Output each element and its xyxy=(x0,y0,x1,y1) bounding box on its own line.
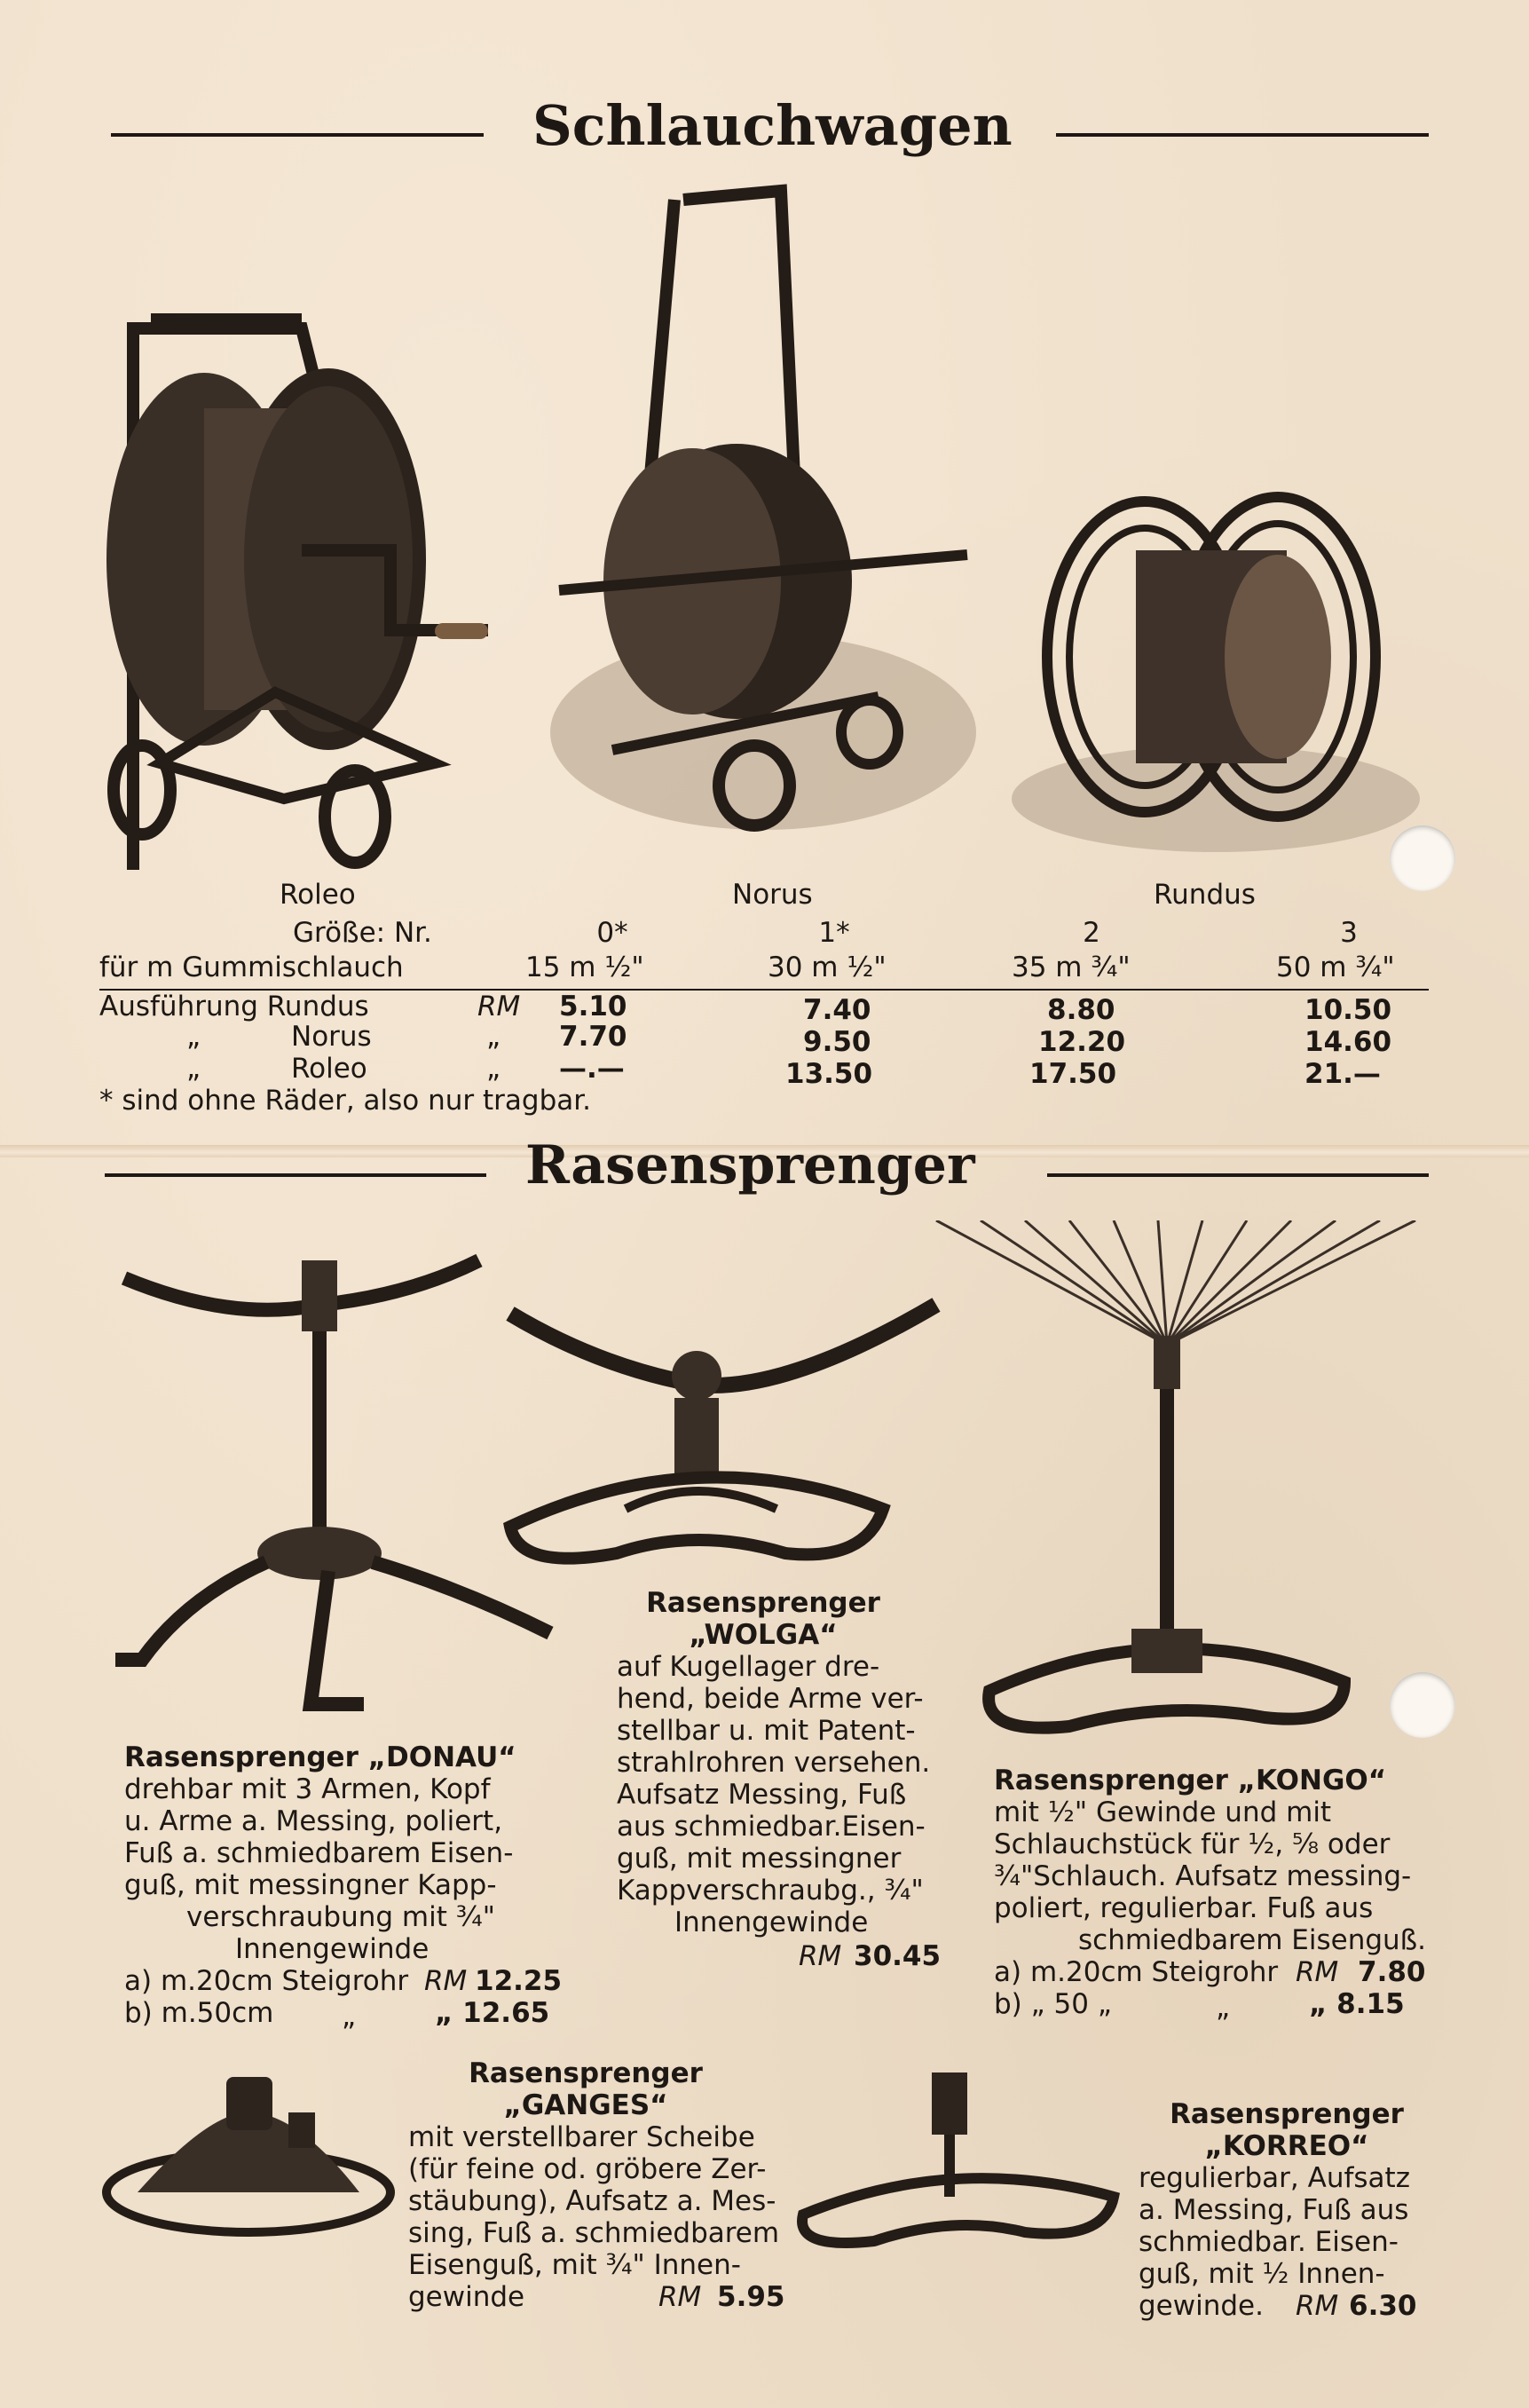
reel-name-rundus: Rundus xyxy=(1154,879,1256,911)
korreo-line-2: a. Messing, Fuß aus xyxy=(1139,2194,1409,2226)
korreo-line-1: regulierbar, Aufsatz xyxy=(1139,2162,1410,2194)
donau-line-5: verschraubung mit ¾" xyxy=(186,1901,496,1933)
length-3: 50 m ¾" xyxy=(1276,951,1395,983)
hose-label: für m Gummischlauch xyxy=(99,951,404,983)
price-roleo-1: 13.50 xyxy=(785,1058,873,1090)
kongo-line-1: mit ½" Gewinde und mit xyxy=(994,1796,1332,1828)
rundus-reel-image xyxy=(1012,479,1420,852)
donau-variant-a-label: a) m.20cm Steigrohr xyxy=(124,1965,409,1997)
heading-rule-right xyxy=(1056,133,1429,137)
kongo-variant-a-price: 7.80 xyxy=(1358,1956,1426,1988)
price-norus-2: 12.20 xyxy=(1038,1026,1126,1058)
donau-line-2: u. Arme a. Messing, poliert, xyxy=(124,1805,503,1837)
donau-variant-a-price: 12.25 xyxy=(475,1965,563,1997)
price-rundus-1: 7.40 xyxy=(803,994,871,1026)
donau-variant-b-price: „ 12.65 xyxy=(435,1997,550,2029)
table-footnote: * sind ohne Räder, also nur tragbar. xyxy=(99,1085,592,1117)
wolga-title: Rasensprenger xyxy=(646,1587,880,1619)
heading-rule-left xyxy=(111,133,484,137)
price-norus-1: 9.50 xyxy=(803,1026,871,1058)
kongo-variant-b-label: b) „ 50 „ xyxy=(994,1988,1112,2020)
ganges-title: Rasensprenger xyxy=(469,2057,703,2089)
price-roleo-0: —.— xyxy=(559,1053,625,1085)
kongo-line-2: Schlauchstück für ½, ⅝ oder xyxy=(994,1828,1391,1860)
price-roleo-2: 17.50 xyxy=(1029,1058,1117,1090)
korreo-line-3: schmiedbar. Eisen- xyxy=(1139,2226,1399,2258)
reel-name-norus: Norus xyxy=(732,879,813,911)
size-0: 0* xyxy=(596,917,628,949)
donau-line-6: Innengewinde xyxy=(235,1933,430,1965)
row-label-rundus: Ausführung Rundus xyxy=(99,991,369,1022)
wolga-line-3: stellbar u. mit Patent- xyxy=(617,1715,916,1747)
kongo-variant-a-label: a) m.20cm Steigrohr xyxy=(994,1956,1279,1988)
korreo-sprinkler-image xyxy=(785,2064,1131,2259)
wolga-line-6: aus schmiedbar.Eisen- xyxy=(617,1811,926,1843)
ganges-name: „GANGES“ xyxy=(503,2089,668,2121)
row-ditto-norus: „ xyxy=(186,1021,201,1053)
section-heading-hose-reels: Schlauchwagen xyxy=(532,93,1013,158)
kongo-variant-b-price: „ 8.15 xyxy=(1309,1988,1405,2020)
ganges-line-5: Eisenguß, mit ¾" Innen- xyxy=(408,2249,741,2281)
price-norus-0: 7.70 xyxy=(559,1021,627,1053)
row-prefix-roleo: „ xyxy=(486,1053,501,1085)
roleo-reel-image xyxy=(98,302,506,870)
price-norus-3: 14.60 xyxy=(1304,1026,1392,1058)
korreo-line-4: guß, mit ½ Innen- xyxy=(1139,2258,1385,2290)
donau-line-4: guß, mit messingner Kapp- xyxy=(124,1869,497,1901)
row-label-roleo: Roleo xyxy=(291,1053,367,1085)
row-prefix-norus: „ xyxy=(486,1021,501,1053)
ganges-sprinkler-image xyxy=(102,2059,395,2237)
ganges-line-2: (für feine od. gröbere Zer- xyxy=(408,2153,767,2185)
wolga-line-7: guß, mit messingner xyxy=(617,1843,902,1875)
donau-title: Rasensprenger „DONAU“ xyxy=(124,1741,516,1773)
size-label: Größe: Nr. xyxy=(293,917,432,949)
row-label-norus: Norus xyxy=(291,1021,372,1053)
heading-rule-right-2 xyxy=(1047,1173,1429,1177)
donau-variant-b-ditto: „ xyxy=(342,2001,357,2033)
kongo-sprinkler-image xyxy=(927,1220,1424,1753)
kongo-title: Rasensprenger „KONGO“ xyxy=(994,1765,1387,1796)
price-rundus-3: 10.50 xyxy=(1304,994,1392,1026)
ganges-line-1: mit verstellbarer Scheibe xyxy=(408,2121,755,2153)
wolga-line-1: auf Kugellager dre- xyxy=(617,1651,880,1683)
ganges-price: 5.95 xyxy=(717,2281,785,2313)
wolga-currency: RM xyxy=(799,1940,842,1972)
row-prefix-rundus: RM xyxy=(477,991,521,1022)
row-ditto-roleo: „ xyxy=(186,1053,201,1085)
size-2: 2 xyxy=(1083,917,1100,949)
korreo-name: „KORREO“ xyxy=(1204,2130,1369,2162)
donau-variant-b-label: b) m.50cm xyxy=(124,1997,274,2029)
wolga-line-8: Kappverschraubg., ¾" xyxy=(617,1875,924,1907)
wolga-price: 30.45 xyxy=(854,1940,942,1972)
donau-line-1: drehbar mit 3 Armen, Kopf xyxy=(124,1773,491,1805)
length-2: 35 m ¾" xyxy=(1012,951,1131,983)
wolga-line-2: hend, beide Arme ver- xyxy=(617,1683,924,1715)
wolga-line-4: strahlrohren versehen. xyxy=(617,1747,931,1779)
reel-name-roleo: Roleo xyxy=(280,879,356,911)
ganges-line-4: sing, Fuß a. schmiedbarem xyxy=(408,2217,780,2249)
korreo-title: Rasensprenger xyxy=(1170,2098,1404,2130)
section-heading-sprinklers: Rasensprenger xyxy=(525,1134,975,1196)
kongo-line-5: schmiedbarem Eisenguß. xyxy=(1078,1924,1427,1956)
length-1: 30 m ½" xyxy=(768,951,887,983)
donau-variant-a-currency: RM xyxy=(424,1965,468,1997)
kongo-variant-b-ditto: „ xyxy=(1216,1992,1231,2024)
size-1: 1* xyxy=(818,917,850,949)
ganges-line-6: gewinde xyxy=(408,2281,525,2313)
size-3: 3 xyxy=(1340,917,1358,949)
donau-line-3: Fuß a. schmiedbarem Eisen- xyxy=(124,1837,514,1869)
korreo-line-5: gewinde. xyxy=(1139,2290,1264,2322)
price-rundus-0: 5.10 xyxy=(559,991,627,1022)
ganges-line-3: stäubung), Aufsatz a. Mes- xyxy=(408,2185,776,2217)
ganges-currency: RM xyxy=(658,2281,702,2313)
wolga-line-9: Innengewinde xyxy=(674,1907,869,1938)
korreo-price: 6.30 xyxy=(1349,2290,1417,2322)
kongo-variant-a-currency: RM xyxy=(1296,1956,1339,1988)
wolga-sprinkler-image xyxy=(493,1260,954,1589)
wolga-name: „WOLGA“ xyxy=(689,1619,838,1651)
wolga-line-5: Aufsatz Messing, Fuß xyxy=(617,1779,907,1811)
price-rundus-2: 8.80 xyxy=(1047,994,1115,1026)
price-roleo-3: 21.— xyxy=(1304,1058,1381,1090)
kongo-line-3: ¾"Schlauch. Aufsatz messing- xyxy=(994,1860,1412,1892)
length-0: 15 m ½" xyxy=(525,951,644,983)
korreo-currency: RM xyxy=(1296,2290,1339,2322)
heading-rule-left-2 xyxy=(105,1173,486,1177)
norus-reel-image xyxy=(541,182,985,857)
kongo-line-4: poliert, regulierbar. Fuß aus xyxy=(994,1892,1374,1924)
